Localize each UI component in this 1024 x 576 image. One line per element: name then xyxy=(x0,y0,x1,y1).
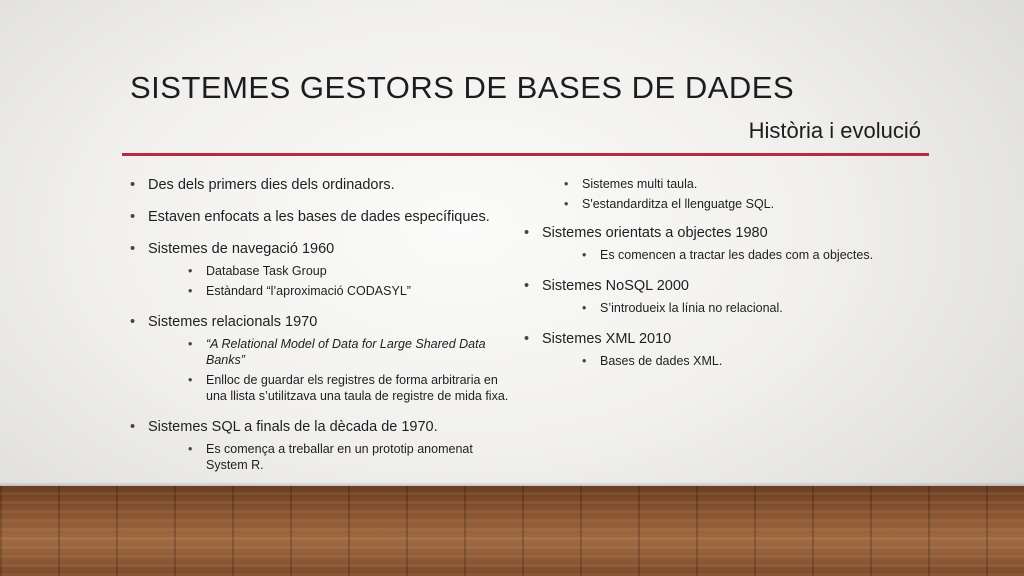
sub-bullet-list xyxy=(148,336,510,404)
sub-bullet-list xyxy=(542,247,904,263)
bullet-text: Sistemes XML 2010 xyxy=(542,331,672,347)
sub-bullet-text: Bases de dades XML. xyxy=(600,354,723,368)
sub-bullet-text: Es comença a treballar en un prototip anomenat System R. xyxy=(206,442,473,472)
sub-bullet-list xyxy=(148,441,510,473)
bullet-item xyxy=(130,240,510,299)
bullet-text: Sistemes relacionals 1970 xyxy=(148,314,318,330)
left-column xyxy=(130,176,510,487)
wood-floor xyxy=(0,486,1024,576)
sub-bullet-text: Estàndard “l’aproximació CODASYL” xyxy=(206,284,411,298)
bullet-item xyxy=(130,176,510,194)
bullet-text: Sistemes orientats a objectes 1980 xyxy=(542,225,768,241)
sub-bullet-text: Sistemes multi taula. xyxy=(582,177,698,191)
slide-title: SISTEMES GESTORS DE BASES DE DADES xyxy=(130,70,795,105)
sub-bullet-list xyxy=(148,263,510,299)
bullet-item xyxy=(130,208,510,226)
bullet-item xyxy=(130,313,510,404)
sub-bullet-list xyxy=(542,300,904,316)
bullet-text: Sistemes SQL a finals de la dècada de 1970. xyxy=(148,419,438,435)
bullet-item xyxy=(524,277,904,316)
bullet-item xyxy=(130,418,510,473)
sub-bullet-text: S'estandarditza el llenguatge SQL. xyxy=(582,197,775,211)
sub-bullet-item xyxy=(564,176,904,192)
sub-bullet-item xyxy=(582,300,904,316)
bullet-item xyxy=(524,224,904,263)
slide-subtitle: Història i evolució xyxy=(748,118,921,143)
sub-bullet-item xyxy=(582,353,904,369)
sub-bullet-item xyxy=(564,196,904,212)
sub-bullet-item xyxy=(188,283,510,299)
sub-bullet-text: Enlloc de guardar els registres de forma arbitraria en una llista s’utilitzava una taula de registre de mida fixa. xyxy=(206,373,509,403)
sub-bullet-text: Database Task Group xyxy=(206,264,327,278)
sub-bullet-text: S’introdueix la línia no relacional. xyxy=(600,301,783,315)
sub-bullet-text: Es comencen a tractar les dades com a objectes. xyxy=(600,248,874,262)
sub-bullet-item xyxy=(188,263,510,279)
bullet-text: Des dels primers dies dels ordinadors. xyxy=(148,177,395,193)
bullet-item xyxy=(524,330,904,369)
bullet-text: Estaven enfocats a les bases de dades específiques. xyxy=(148,209,490,225)
bullet-text: Sistemes de navegació 1960 xyxy=(148,241,335,257)
title-divider xyxy=(122,153,929,156)
sub-bullet-item xyxy=(188,372,510,404)
right-column xyxy=(524,176,904,383)
sub-bullet-text: “A Relational Model of Data for Large Shared Data Banks” xyxy=(206,337,486,367)
sub-bullet-item xyxy=(188,336,510,368)
sub-bullet-item xyxy=(582,247,904,263)
sub-bullet-list xyxy=(542,353,904,369)
sub-bullet-list xyxy=(524,176,904,212)
bullet-text: Sistemes NoSQL 2000 xyxy=(542,278,689,294)
sub-bullet-item xyxy=(188,441,510,473)
